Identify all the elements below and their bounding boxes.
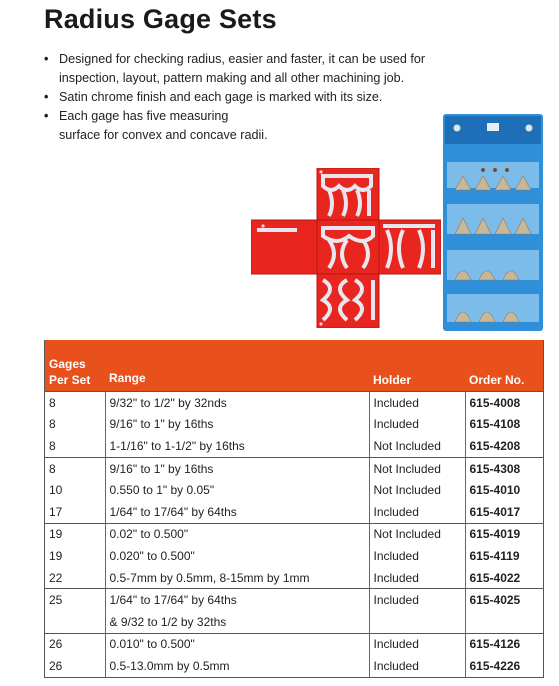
cell-order-no: 615-4022 [465,567,544,589]
header-per-set-line1: Gages [49,357,86,371]
cell-per-set: 8 [49,438,56,453]
cell-range: 0.550 to 1" by 0.05" [105,479,369,501]
gage-set-table-wrap [44,340,544,678]
cell-per-set: 17 [49,504,63,519]
table-row [45,633,544,655]
cell-holder: Included [369,567,465,589]
bullet-icon: • [44,52,49,66]
feature-text: Each gage has five measuring [59,109,229,123]
cell-range: 0.5-13.0mm by 0.5mm [105,655,369,677]
cell-range: 9/32" to 1/2" by 32nds [105,392,369,414]
cell-range: 0.02" to 0.500" [105,523,369,545]
gage-set-table [44,340,544,678]
cell-order-no: 615-4208 [465,435,544,457]
table-row [45,655,544,677]
cell-holder: Not Included [369,435,465,457]
cell-per-set: 10 [49,483,63,498]
table-row [45,611,544,633]
table-row [45,414,544,436]
feature-text-cont: surface for convex and concave radii. [59,128,268,142]
blue-pouch-gage-holder-image [443,114,543,331]
cell-range: 0.020" to 0.500" [105,545,369,567]
cell-holder [369,611,465,633]
cell-holder: Included [369,633,465,655]
header-order-no: Order No. [465,340,544,392]
table-row [45,589,544,611]
cell-holder: Not Included [369,523,465,545]
cell-order-no: 615-4008 [465,392,544,414]
table-row [45,392,544,414]
cell-range: 9/16" to 1" by 16ths [105,414,369,436]
table-row [45,479,544,501]
cell-range: & 9/32 to 1/2 by 32ths [105,611,369,633]
feature-item [44,50,514,88]
table-row [45,567,544,589]
cell-per-set: 19 [45,523,106,545]
cell-range: 1/64" to 17/64" by 64ths [105,501,369,523]
table-row [45,545,544,567]
cell-holder: Included [369,414,465,436]
cell-per-set: 22 [49,570,63,585]
cell-range: 0.010" to 0.500" [105,633,369,655]
cell-per-set [45,611,106,633]
cell-range: 1-1/16" to 1-1/2" by 16ths [105,435,369,457]
cell-per-set: 8 [45,392,106,414]
cell-order-no: 615-4017 [465,501,544,523]
header-range: Range [105,340,369,392]
cell-per-set: 8 [45,457,106,479]
bullet-icon: • [44,109,49,123]
cell-per-set: 26 [45,633,106,655]
cell-holder: Included [369,545,465,567]
header-per-set-line2: Per Set [49,373,91,387]
cell-order-no: 615-4019 [465,523,544,545]
cell-order-no [465,611,544,633]
table-row [45,523,544,545]
cell-order-no: 615-4308 [465,457,544,479]
table-row [45,457,544,479]
cell-holder: Not Included [369,479,465,501]
cell-order-no: 615-4126 [465,633,544,655]
cell-holder: Included [369,589,465,611]
header-holder: Holder [369,340,465,392]
cell-order-no: 615-4025 [465,589,544,611]
cell-holder: Included [369,392,465,414]
cell-order-no: 615-4010 [465,479,544,501]
cell-order-no: 615-4119 [465,545,544,567]
cell-holder: Included [369,655,465,677]
cell-holder: Included [369,501,465,523]
header-per-set [45,340,106,392]
cell-per-set: 19 [49,548,63,563]
feature-text: Designed for checking radius, easier and faster, it can be used for [59,52,426,66]
feature-text-cont: inspection, layout, pattern making and all other machining job. [59,71,405,85]
cell-per-set: 8 [49,417,56,432]
cell-range: 1/64" to 17/64" by 64ths [105,589,369,611]
bullet-icon: • [44,90,49,104]
red-cross-gage-holder-image [251,168,441,328]
cell-order-no: 615-4226 [465,655,544,677]
feature-text: Satin chrome finish and each gage is marked with its size. [59,90,383,104]
table-row [45,501,544,523]
feature-item [44,88,514,107]
table-row [45,435,544,457]
cell-per-set: 26 [49,658,63,673]
cell-holder: Not Included [369,457,465,479]
table-header-row [45,340,544,392]
cell-range: 0.5-7mm by 0.5mm, 8-15mm by 1mm [105,567,369,589]
cell-range: 9/16" to 1" by 16ths [105,457,369,479]
cell-order-no: 615-4108 [465,414,544,436]
page-title: Radius Gage Sets [44,4,277,34]
cell-per-set: 25 [45,589,106,611]
